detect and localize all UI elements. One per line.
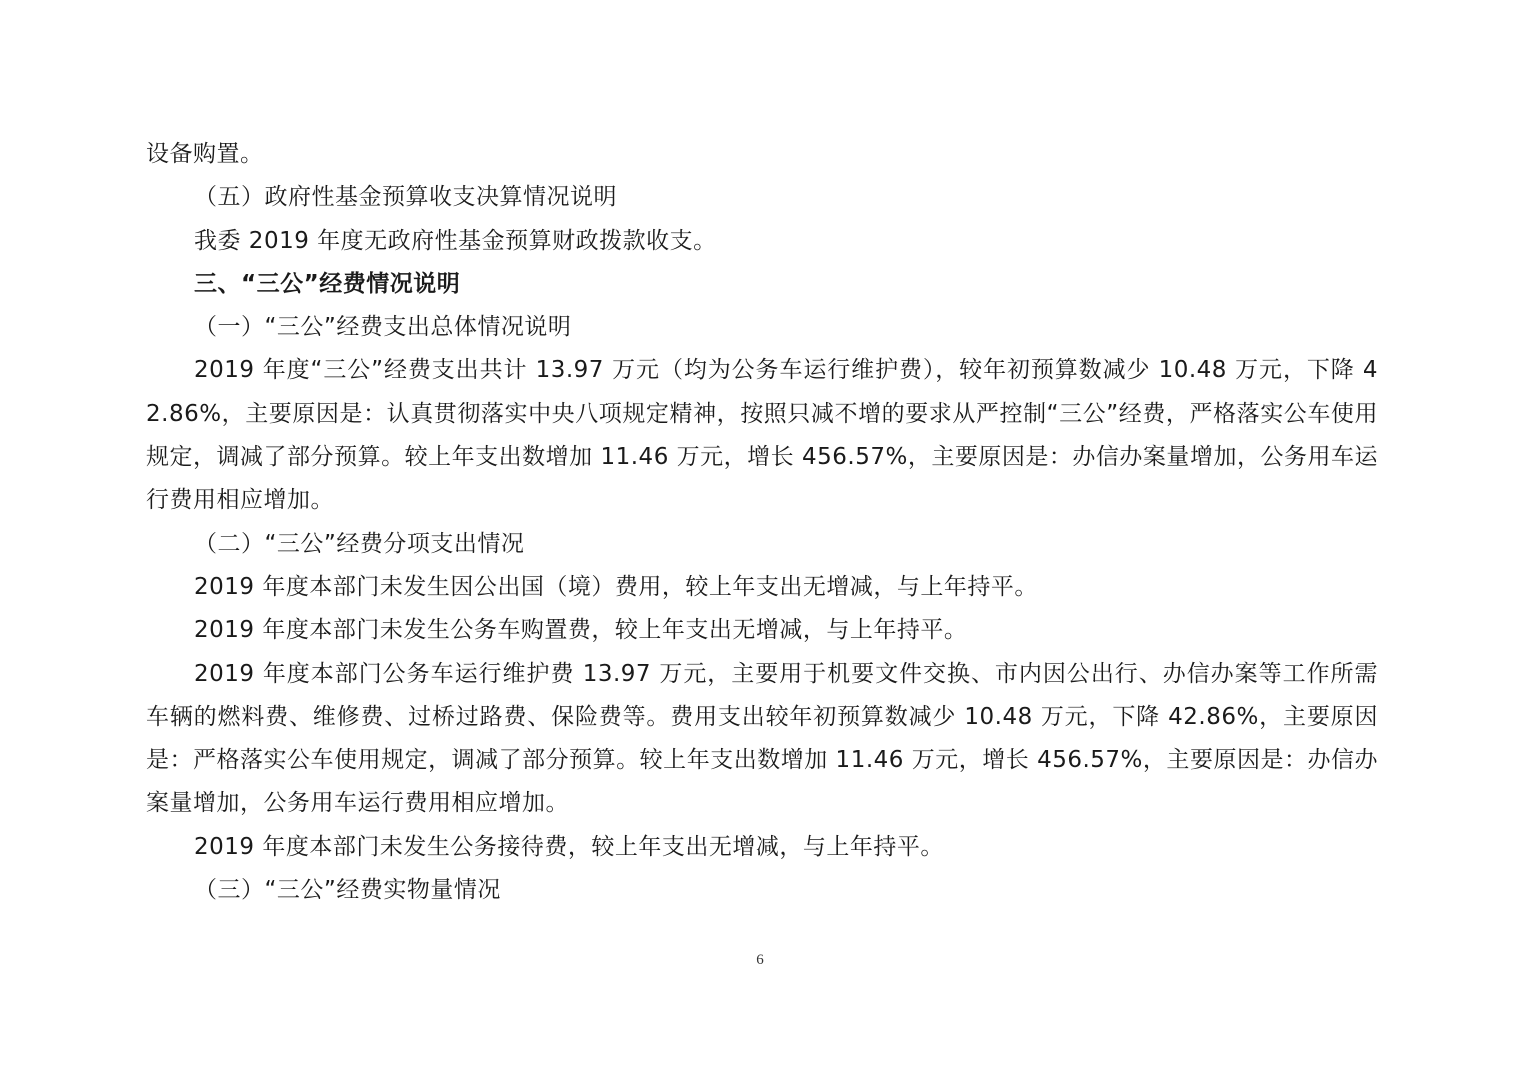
paragraph-total-expenditure: 2019 年度“三公”经费支出共计 13.97 万元（均为公务车运行维护费），较年初预算数减少 10.48 万元，下降 42.86%，主要原因是：认真贯彻落实中央八项规定精神，按照只减不增的要求从严控制“三公”经费，严格落实公车使用规定，调减了部分预算。较上年支出数增加 11.46 万元，增长 456.57%，主要原因是：办信办案量增加，公务用车运行费用相应增加。: [146, 357, 1378, 514]
page-number: 6: [756, 952, 764, 968]
subheading-government-fund-budget: （五）政府性基金预算收支决算情况说明: [194, 184, 617, 211]
subheading-physical-quantity: （三）“三公”经费实物量情况: [194, 877, 501, 904]
paragraph-equipment-purchase-end: 设备购置。: [146, 141, 264, 167]
subheading-total-expenditure: （一）“三公”经费支出总体情况说明: [194, 314, 572, 341]
section-heading-three-public-expenses: 三、“三公”经费情况说明: [194, 270, 461, 297]
paragraph-government-fund-budget: 我委 2019 年度无政府性基金预算财政拨款收支。: [194, 227, 717, 254]
paragraph-overseas-travel: 2019 年度本部门未发生因公出国（境）费用，较上年支出无增减，与上年持平。: [194, 573, 1038, 600]
paragraph-official-reception: 2019 年度本部门未发生公务接待费，较上年支出无增减，与上年持平。: [194, 833, 944, 860]
paragraph-vehicle-purchase: 2019 年度本部门未发生公务车购置费，较上年支出无增减，与上年持平。: [194, 617, 968, 644]
paragraph-vehicle-operation: 2019 年度本部门公务车运行维护费 13.97 万元，主要用于机要文件交换、市内因公出行、办信办案等工作所需车辆的燃料费、维修费、过桥过路费、保险费等。费用支出较年初预算数减少 10.48 万元，下降 42.86%，主要原因是：严格落实公车使用规定，调减了部分预算。较上年支出数增加 11.46 万元，增长 456.57%，主要原因是：办信办案量增加，公务用车运行费用相应增加。: [146, 660, 1378, 817]
document-body: [146, 133, 1378, 912]
subheading-itemized-expenditure: （二）“三公”经费分项支出情况: [194, 530, 525, 557]
